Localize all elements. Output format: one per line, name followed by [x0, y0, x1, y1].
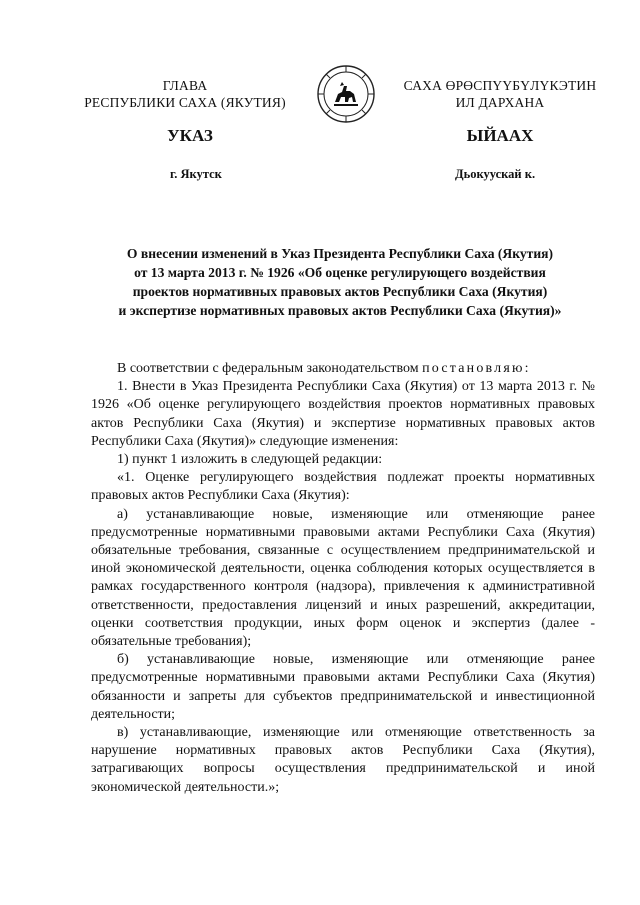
intro-text: В соответствии с федеральным законодательством [117, 361, 423, 376]
paragraph-c: в) устанавливающие, изменяющие или отменяющие ответственность за нарушение нормативных правовых актов Республики Саха (Якутия), затрагивающих вопросы осуществления предпринимательской и иной экономической деятельности.»; [91, 725, 595, 795]
header-subtitle-ru: РЕСПУБЛИКИ САХА (ЯКУТИЯ) [84, 95, 286, 110]
intro-paragraph [91, 360, 595, 378]
header-title-sah: САХА ӨРӨСПҮҮБҮЛҮКЭТИН [403, 78, 597, 93]
header-right-block [395, 77, 605, 111]
header-left-block [80, 77, 290, 111]
city-ru: г. Якутск [170, 167, 222, 181]
header-subtitle-sah: ИЛ ДАРХАНА [455, 95, 545, 110]
paragraph-a: а) устанавливающие новые, изменяющие или отменяющие ранее предусмотренные нормативными правовыми актами Республики Саха (Якутия) обязательные требования, связанные с осуществлением предпринимательской и иной экономической деятельности, оценка соблюдения которых осуществляется в рамках государственного контроля (надзора), привлечения к административной ответственности, предоставления лицензий и иных разрешений, аккредитации, оценки соответствия продукции, иных форм оценок и экспертиз (далее - обязательные требования); [91, 506, 595, 650]
intro-decree-word: постановляю: [422, 361, 531, 376]
doc-type-sah: ЫЙААХ [466, 126, 534, 145]
doc-type-ru: УКАЗ [167, 126, 213, 145]
header-title-ru: ГЛАВА [162, 78, 208, 93]
document-title [60, 244, 620, 320]
document-body [91, 360, 595, 797]
title-line: проектов нормативных правовых актов Республики Саха (Якутия) [132, 284, 548, 299]
paragraph-b: б) устанавливающие новые, изменяющие или отменяющие ранее предусмотренные нормативными правовыми актами Республики Саха (Якутия) обязанности и запреты для субъектов предпринимательской и инвестиционной деятельности; [91, 652, 595, 722]
title-line: от 13 марта 2013 г. № 1926 «Об оценке регулирующего воздействия [134, 265, 546, 280]
paragraph-3: «1. Оценке регулирующего воздействия подлежат проекты нормативных правовых актов Республики Саха (Якутия): [91, 470, 595, 504]
paragraph-2: 1) пункт 1 изложить в следующей редакции: [117, 452, 383, 468]
city-sah: Дьокуускай к. [455, 167, 536, 181]
title-line: и экспертизе нормативных правовых актов Республики Саха (Якутия)» [118, 303, 562, 318]
republic-sakha-emblem-icon [316, 64, 376, 124]
title-line: О внесении изменений в Указ Президента Республики Саха (Якутия) [126, 246, 554, 261]
paragraph-1: 1. Внести в Указ Президента Республики Саха (Якутия) от 13 марта 2013 г. № 1926 «Об оценке регулирующего воздействия проектов нормативных правовых актов Республики Саха (Якутия) и экспертизе нормативных правовых актов Республики Саха (Якутия)» следующие изменения: [91, 379, 595, 449]
